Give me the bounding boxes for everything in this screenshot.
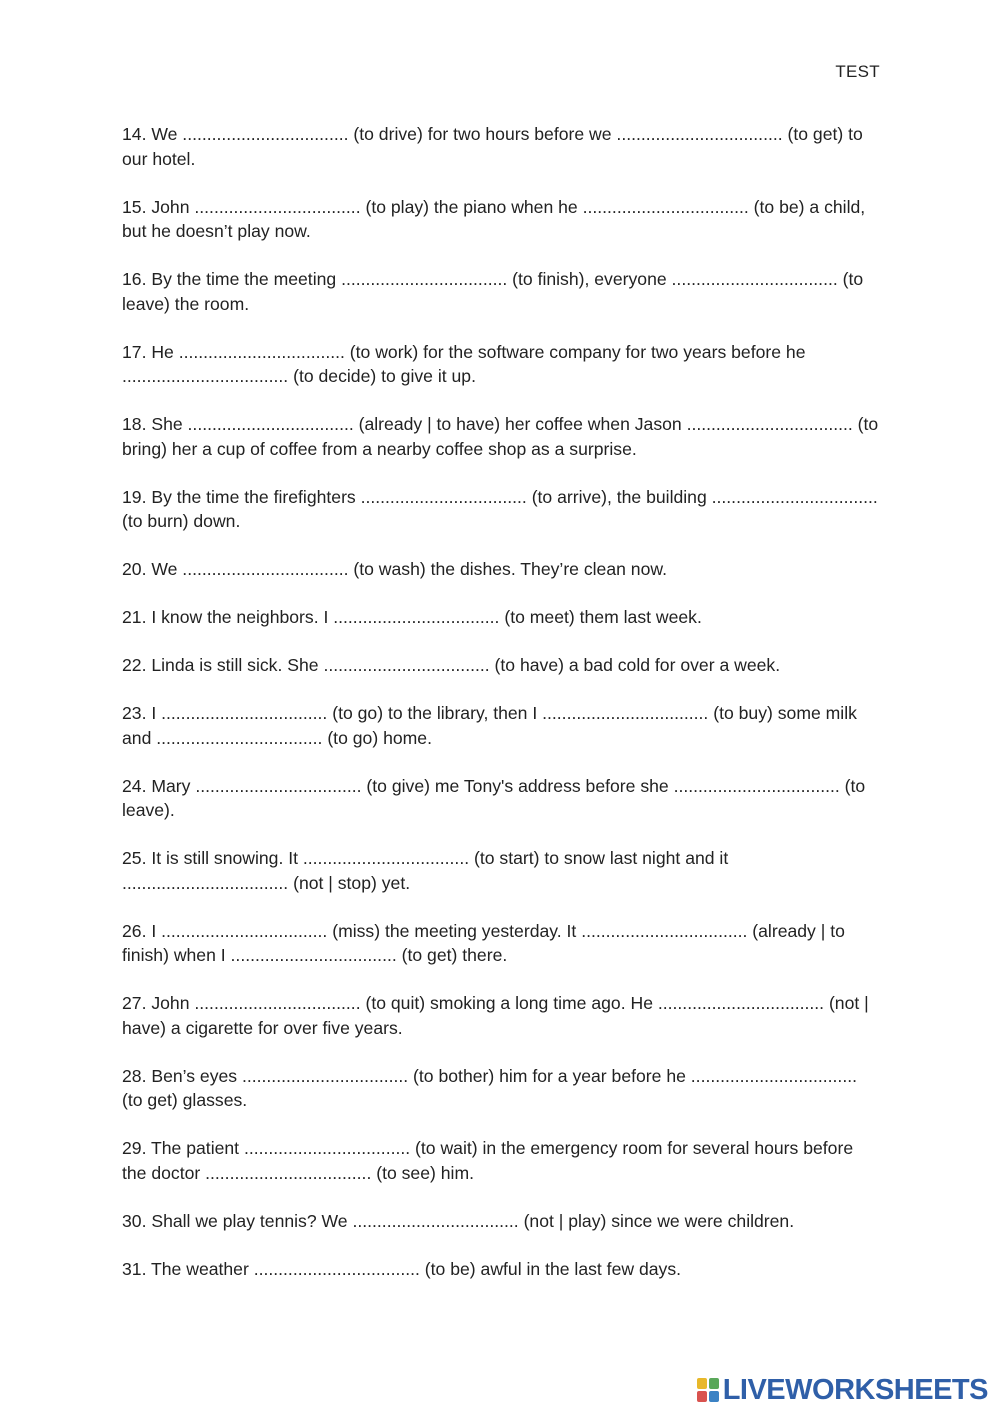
logo-text: LIVEWORKSHEETS	[722, 1373, 988, 1406]
logo-tile-4	[709, 1391, 719, 1402]
question-list	[122, 122, 882, 1305]
question-25: 25. It is still snowing. It .................................. (to start) to snow last night and it .................................. (not | stop) yet.	[122, 848, 729, 893]
question-31: 31. The weather .................................. (to be) awful in the last few days.	[122, 1258, 682, 1279]
question-27: 27. John .................................. (to quit) smoking a long time ago. He .................................. (not | have) a cigarette for over five years.	[122, 993, 869, 1038]
question-19: 19. By the time the firefighters .................................. (to arrive), the building .................................. (to burn) down.	[122, 486, 878, 531]
liveworksheets-logo	[697, 1375, 988, 1405]
question-16: 16. By the time the meeting .................................. (to finish), everyone .................................. (to leave) the room.	[122, 269, 864, 314]
logo-tile-2	[709, 1378, 719, 1389]
logo-tiles-icon	[697, 1378, 719, 1402]
page-header-label: TEST	[835, 62, 880, 81]
question-15: 15. John .................................. (to play) the piano when he .................................. (to be) a child, but he doesn’t play now.	[122, 196, 866, 241]
question-24: 24. Mary .................................. (to give) me Tony's address before she .................................. (to leave).	[122, 775, 866, 820]
logo-tile-1	[697, 1378, 707, 1389]
question-26: 26. I .................................. (miss) the meeting yesterday. It .................................. (already | to finish) when I .................................. (to get) there.	[122, 920, 845, 965]
question-30: 30. Shall we play tennis? We .................................. (not | play) since we were children.	[122, 1210, 795, 1231]
question-28: 28. Ben’s eyes .................................. (to bother) him for a year before he .................................. (to get) glasses.	[122, 1065, 857, 1110]
question-20: 20. We .................................. (to wash) the dishes. They’re clean now.	[122, 559, 667, 579]
logo-tile-3	[697, 1391, 707, 1402]
question-17: 17. He .................................. (to work) for the software company for two years before he .................................. (to decide) to give it up.	[122, 341, 806, 386]
question-18: 18. She .................................. (already | to have) her coffee when Jason .................................. (to bring) her a cup of coffee from a nearby coffee shop as a surprise.	[122, 414, 879, 459]
question-23: 23. I .................................. (to go) to the library, then I .................................. (to buy) some milk and .................................. (to go) home.	[122, 703, 857, 748]
question-22: 22. Linda is still sick. She .................................. (to have) a bad cold for over a week.	[122, 655, 781, 675]
question-21: 21. I know the neighbors. I .................................. (to meet) them last week.	[122, 607, 702, 627]
question-29: 29. The patient .................................. (to wait) in the emergency room for several hours before the doctor .................................. (to see) him.	[122, 1138, 854, 1183]
question-14: 14. We .................................. (to drive) for two hours before we .................................. (to get) to our hotel.	[122, 124, 863, 169]
